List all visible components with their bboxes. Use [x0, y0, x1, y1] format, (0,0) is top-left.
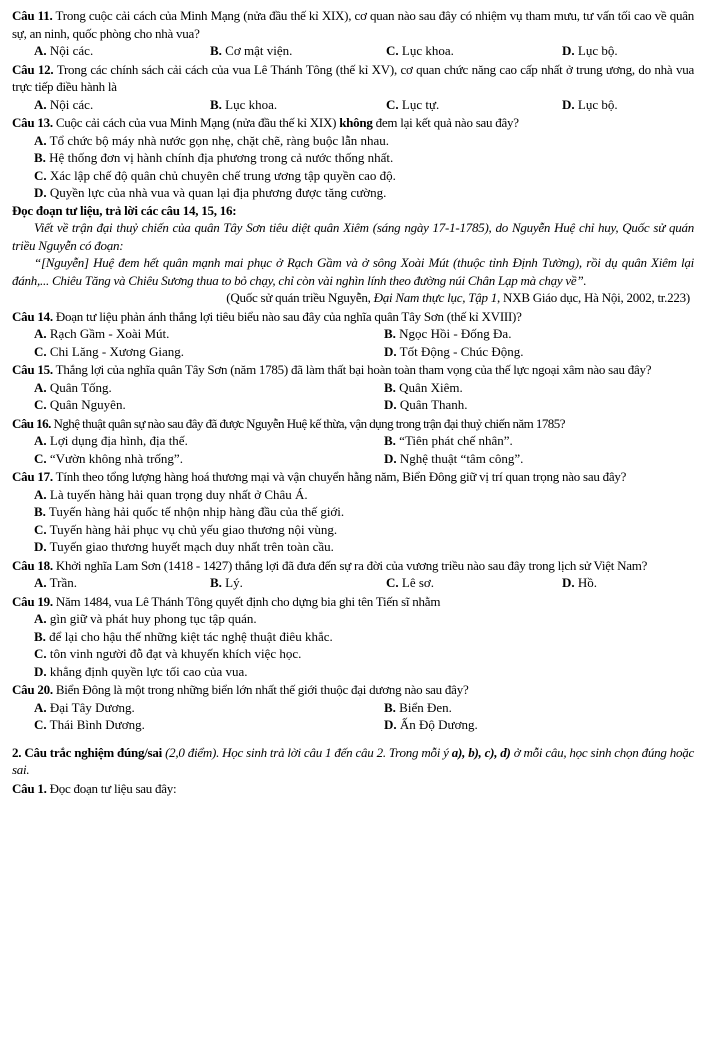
option-text: Là tuyến hàng hải quan trọng duy nhất ở Châu Á.: [46, 486, 308, 502]
option-c: [34, 645, 694, 663]
question-17: [12, 468, 694, 486]
question-label: Câu 13.: [12, 115, 53, 130]
option-key: D.: [562, 575, 575, 590]
question-text: Khởi nghĩa Lam Sơn (1418 - 1427) thắng lợi đã đưa đến sự ra đời của vương triều nào sau đây trong lịch sử Việt Nam?: [52, 557, 648, 573]
option-a: [34, 610, 694, 628]
section-items: a), b), c), d): [451, 744, 511, 760]
question-label: Câu 12.: [12, 61, 54, 77]
option-c: [386, 574, 562, 592]
option-b: [384, 379, 694, 397]
option-text: Thái Bình Dương.: [46, 717, 145, 732]
source-title: Đại Nam thực lục, Tập 1: [373, 290, 498, 305]
option-c: [34, 343, 384, 361]
option-b: [210, 574, 386, 592]
question-13: [12, 114, 694, 132]
option-c: [34, 716, 384, 734]
option-d: [562, 96, 694, 114]
option-text: tôn vinh người đỗ đạt và khuyến khích việc học.: [46, 646, 302, 661]
options-row: [12, 450, 694, 468]
option-a: [34, 96, 210, 114]
question-label: Câu 18.: [12, 557, 53, 573]
option-d: [384, 396, 694, 414]
option-text: “Tiên phát chế nhân”.: [395, 433, 513, 448]
options-row: [12, 343, 694, 361]
option-key: C.: [34, 397, 47, 412]
option-d: [562, 574, 694, 592]
option-b: [384, 699, 694, 717]
source-text: (Quốc sử quán triều Nguyễn,: [226, 290, 374, 305]
option-text: Lợi dụng địa hình, địa thế.: [46, 433, 188, 448]
option-text: Ngọc Hồi - Đống Đa.: [395, 326, 512, 341]
option-text: Biển Đen.: [395, 699, 452, 715]
true-false-question-1: [12, 780, 694, 798]
option-key: A.: [34, 611, 47, 626]
option-text: “Vườn không nhà trống”.: [46, 450, 183, 466]
question-label: Câu 17.: [12, 469, 53, 484]
question-text: Năm 1484, vua Lê Thánh Tông quyết định cho dựng bia ghi tên Tiến sĩ nhằm: [52, 593, 441, 609]
option-a: [34, 432, 384, 450]
option-key: A.: [34, 96, 47, 112]
options-row: [12, 379, 694, 397]
question-text: Cuộc cải cách của vua Minh Mạng (nửa đầu thế kỉ XIX): [52, 115, 340, 130]
question-label: Câu 20.: [12, 682, 53, 697]
section-instructions: (2,0 điểm). Học sinh trả lời câu 1 đến câu 2. Trong mỗi ý: [161, 744, 452, 760]
option-d: [34, 663, 694, 681]
section-instructions: ở mỗi câu, học sinh chọn đúng hoặc sai.: [12, 744, 694, 777]
options-row: [12, 96, 694, 114]
passage-heading-text: Đọc đoạn tư liệu, trả lời các câu 14, 15, 16:: [12, 202, 237, 218]
option-a: [34, 379, 384, 397]
option-key: A.: [34, 132, 47, 148]
option-key: B.: [210, 43, 222, 58]
question-15: [12, 361, 694, 379]
option-key: A.: [34, 486, 47, 502]
options-row: [12, 699, 694, 717]
option-text: khẳng định quyền lực tối cao của vua.: [46, 663, 248, 679]
option-text: Lý.: [221, 575, 243, 590]
option-a: [34, 574, 210, 592]
question-label: Câu 15.: [12, 362, 53, 377]
option-text: Xác lập chế độ quân chủ chuyên chế trung ương tập quyền cao độ.: [46, 167, 396, 183]
option-key: B.: [210, 96, 222, 112]
option-b: [34, 503, 694, 521]
option-b: [210, 42, 386, 60]
option-text: Lục khoa.: [398, 43, 454, 58]
option-key: A.: [34, 379, 47, 395]
question-19: [12, 593, 694, 611]
option-text: Quân Xiêm.: [395, 379, 463, 395]
option-key: B.: [34, 504, 46, 519]
option-d: [34, 184, 694, 202]
question-16: [12, 415, 694, 433]
option-key: B.: [384, 433, 396, 448]
question-text: Trong các chính sách cải cách của vua Lê Thánh Tông (thế kỉ XV), cơ quan chức năng cao cấp nhất ở trung ương, do nhà vua trực tiếp điều hành là: [12, 61, 694, 94]
option-key: D.: [34, 539, 47, 554]
options-row: [12, 325, 694, 343]
option-key: B.: [34, 628, 46, 644]
option-text: Tổ chức bộ máy nhà nước gọn nhẹ, chặt chẽ, ràng buộc lẫn nhau.: [46, 132, 390, 148]
options-row: [12, 432, 694, 450]
option-c: [34, 167, 694, 185]
question-12: [12, 61, 694, 96]
options-column: [12, 610, 694, 680]
question-text: Thắng lợi của nghĩa quân Tây Sơn (năm 1785) đã làm thất bại hoàn toàn tham vọng của thế lực ngoại xâm nào sau đây?: [52, 362, 652, 377]
option-text: Tuyến hàng hải quốc tế nhộn nhịp hàng đầu của thế giới.: [45, 504, 345, 519]
passage-source: [12, 289, 694, 307]
options-row: [12, 42, 694, 60]
option-b: [34, 149, 694, 167]
question-text: đem lại kết quả nào sau đây?: [372, 115, 519, 130]
option-key: C.: [34, 343, 47, 359]
option-text: Ấn Độ Dương.: [396, 717, 478, 732]
option-key: D.: [34, 185, 47, 200]
option-key: C.: [34, 450, 47, 466]
question-text: Đọc đoạn tư liệu sau đây:: [46, 780, 177, 796]
option-c: [386, 42, 562, 60]
option-d: [384, 450, 694, 468]
passage-heading: [12, 202, 694, 220]
question-emphasis: không: [339, 115, 373, 130]
option-text: Đại Tây Dương.: [46, 699, 135, 715]
option-text: Lê sơ.: [398, 575, 435, 590]
option-text: Nội các.: [46, 43, 94, 58]
option-key: C.: [34, 521, 47, 537]
question-20: [12, 681, 694, 699]
option-key: B.: [210, 575, 222, 590]
option-text: Tuyến hàng hải phục vụ chủ yếu giao thương nội vùng.: [46, 521, 338, 537]
option-key: D.: [34, 663, 47, 679]
option-d: [34, 538, 694, 556]
option-text: Tuyến giao thương huyết mạch duy nhất trên toàn cầu.: [46, 539, 334, 554]
option-b: [384, 325, 694, 343]
option-key: B.: [384, 699, 396, 715]
source-text: , NXB Giáo dục, Hà Nội, 2002, tr.223): [497, 290, 690, 305]
option-text: để lại cho hậu thế những kiệt tác nghệ thuật điêu khắc.: [45, 628, 333, 644]
option-key: A.: [34, 43, 47, 58]
option-key: D.: [562, 96, 575, 112]
option-text: Trần.: [46, 575, 77, 590]
option-b: [210, 96, 386, 114]
option-key: B.: [384, 326, 396, 341]
option-text: Chi Lăng - Xương Giang.: [46, 343, 185, 359]
option-b: [384, 432, 694, 450]
question-text: Trong cuộc cải cách của Minh Mạng (nửa đầu thế kỉ XIX), cơ quan nào sau đây có nhiệm vụ tham mưu, tư vấn tối cao về quân sự, an ninh, quốc phòng cho nhà vua?: [12, 8, 694, 41]
option-c: [34, 521, 694, 539]
option-a: [34, 486, 694, 504]
option-text: Nghệ thuật “tâm công”.: [396, 450, 524, 466]
question-text: Nghệ thuật quân sự nào sau đây đã được Nguyễn Huệ kế thừa, vận dụng trong trận đại thuỷ chiến năm 1785?: [50, 415, 565, 431]
options-row: [12, 716, 694, 734]
question-label: Câu 11.: [12, 8, 53, 23]
section-2-heading: [12, 744, 694, 779]
question-text: Biển Đông là một trong những biển lớn nhất thế giới thuộc đại dương nào sau đây?: [52, 682, 469, 697]
option-key: D.: [384, 717, 397, 732]
question-text: Tính theo tổng lượng hàng hoá thương mại và vận chuyển hằng năm, Biển Đông giữ vị trí quan trọng nào sau đây?: [52, 469, 627, 484]
option-d: [384, 716, 694, 734]
option-text: Quân Tống.: [46, 379, 112, 395]
option-key: A.: [34, 326, 47, 341]
option-text: Tốt Động - Chúc Động.: [396, 343, 524, 359]
option-key: A.: [34, 433, 47, 448]
question-14: [12, 308, 694, 326]
option-a: [34, 42, 210, 60]
option-key: B.: [34, 150, 46, 165]
option-text: Nội các.: [46, 96, 94, 112]
question-label: Câu 1.: [12, 780, 47, 796]
option-key: C.: [34, 717, 47, 732]
option-key: C.: [386, 575, 399, 590]
option-key: D.: [384, 450, 397, 466]
option-a: [34, 132, 694, 150]
question-11: [12, 7, 694, 42]
option-text: Hồ.: [574, 575, 598, 590]
question-text: Đoạn tư liệu phản ánh thắng lợi tiêu biểu nào sau đây của nghĩa quân Tây Sơn (thế kỉ XVIII)?: [52, 308, 522, 324]
options-column: [12, 486, 694, 556]
option-key: C.: [34, 167, 47, 183]
option-a: [34, 699, 384, 717]
options-column: [12, 132, 694, 202]
section-title: 2. Câu trắc nghiệm đúng/sai: [12, 744, 162, 760]
option-text: Quyền lực của nhà vua và quan lại địa phương được tăng cường.: [46, 185, 387, 200]
option-text: gìn giữ và phát huy phong tục tập quán.: [46, 611, 257, 626]
question-label: Câu 19.: [12, 593, 53, 609]
option-text: Lục bộ.: [574, 96, 618, 112]
passage-quote: “[Nguyễn] Huệ đem hết quân mạnh mai phục ở Rạch Gầm và ở sông Xoài Mút (thuộc tỉnh Định Tường), rồi dụ quân Xiêm lại đánh,... Chiêu Tăng và Chiêu Sương thua to bỏ chạy, chỉ còn vài nghìn lính theo đường núi Chân Lạp mà chạy về”.: [12, 255, 694, 288]
option-text: Hệ thống đơn vị hành chính địa phương trong cả nước thống nhất.: [45, 150, 394, 165]
question-18: [12, 557, 694, 575]
option-c: [34, 396, 384, 414]
options-row: [12, 574, 694, 592]
options-row: [12, 396, 694, 414]
option-b: [34, 628, 694, 646]
option-text: Lục bộ.: [574, 43, 618, 58]
option-key: B.: [384, 379, 396, 395]
option-key: C.: [386, 96, 399, 112]
option-d: [384, 343, 694, 361]
passage-intro: Viết về trận đại thuỷ chiến của quân Tây Sơn tiêu diệt quân Xiêm (sáng ngày 17-1-1785), do Nguyễn Huệ chỉ huy, Quốc sử quán triều Nguyễn có đoạn:: [12, 220, 694, 253]
option-c: [386, 96, 562, 114]
option-a: [34, 325, 384, 343]
option-key: C.: [34, 646, 47, 661]
option-text: Lục tự.: [398, 96, 440, 112]
option-d: [562, 42, 694, 60]
option-key: D.: [562, 43, 575, 58]
option-text: Cơ mật viện.: [221, 43, 293, 58]
option-text: Lục khoa.: [221, 96, 278, 112]
option-text: Rạch Gầm - Xoài Mút.: [46, 326, 170, 341]
question-label: Câu 14.: [12, 308, 53, 324]
option-key: D.: [384, 397, 397, 412]
option-text: Quân Nguyên.: [46, 397, 126, 412]
option-key: A.: [34, 575, 47, 590]
option-text: Quân Thanh.: [396, 397, 468, 412]
option-key: C.: [386, 43, 399, 58]
question-label: Câu 16.: [12, 415, 51, 431]
option-c: [34, 450, 384, 468]
option-key: A.: [34, 699, 47, 715]
option-key: D.: [384, 343, 397, 359]
